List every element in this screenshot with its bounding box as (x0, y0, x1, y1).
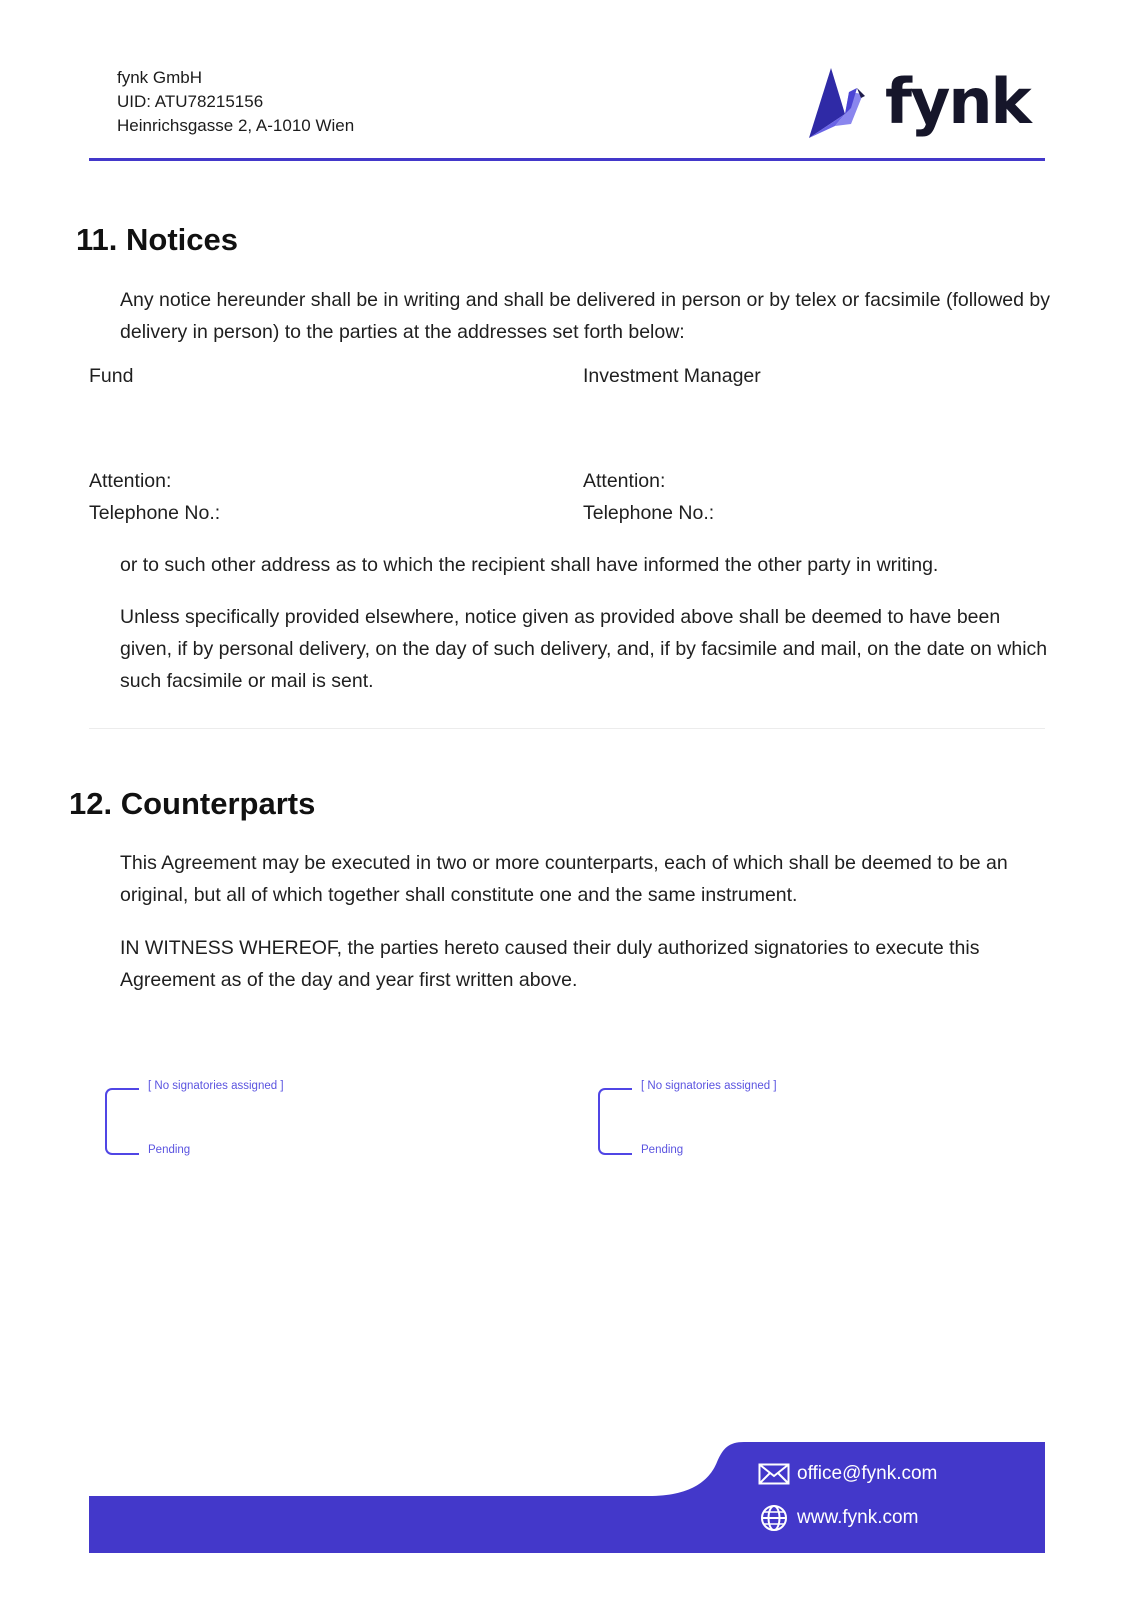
notices-intro: Any notice hereunder shall be in writing and shall be delivered in person or by telex or facsimile (followed by delivery in person) to the parties at the addresses set forth below: (120, 289, 1051, 343)
footer-website-text[interactable]: www.fynk.com (797, 1507, 919, 1528)
signature-status: Pending (641, 1144, 684, 1156)
signature-bracket (598, 1088, 632, 1155)
company-address: Heinrichsgasse 2, A-1010 Wien (117, 116, 355, 135)
bird-logo-icon (805, 64, 883, 144)
footer-band (89, 1442, 1045, 1553)
company-info (117, 66, 354, 138)
witness-paragraph: IN WITNESS WHEREOF, the parties hereto caused their duly authorized signatories to execute this Agreement as of the day and year first written above. (120, 937, 980, 991)
company-uid: UID: ATU78215156 (117, 92, 264, 111)
envelope-icon (757, 1460, 791, 1488)
signature-bracket (105, 1088, 139, 1155)
company-name: fynk GmbH (117, 68, 203, 87)
fund-attention-label: Attention: (89, 470, 172, 492)
section-12-title: 12. Counterparts (69, 786, 316, 821)
signatory-label: [ No signatories assigned ] (148, 1080, 284, 1092)
section-11-title: 11. Notices (76, 222, 238, 257)
notices-deemed-given: Unless specifically provided elsewhere, notice given as provided above shall be deemed to have been given, if by personal delivery, on the day of such delivery, and, if by facsimile and mail, on the date on which such facsimile or mail is sent. (120, 606, 1048, 692)
manager-attention-label: Attention: (583, 470, 666, 492)
section-divider (89, 728, 1045, 729)
signature-block-left[interactable] (105, 1080, 405, 1160)
footer-website[interactable] (757, 1504, 918, 1532)
counterparts-paragraph: This Agreement may be executed in two or more counterparts, each of which shall be deemed to be an original, but all of which together shall constitute one and the same instrument. (120, 852, 1008, 906)
notices-other-address: or to such other address as to which the recipient shall have informed the other party in writing. (120, 554, 939, 576)
signature-block-right[interactable] (598, 1080, 898, 1160)
party-investment-manager-label: Investment Manager (583, 365, 761, 387)
fund-telephone-label: Telephone No.: (89, 502, 221, 524)
globe-icon (757, 1504, 791, 1532)
footer-email-text[interactable]: office@fynk.com (797, 1463, 938, 1484)
header-divider (89, 158, 1045, 161)
signature-status: Pending (148, 1144, 191, 1156)
signatory-label: [ No signatories assigned ] (641, 1080, 777, 1092)
footer-email[interactable] (757, 1460, 937, 1488)
footer-shape (89, 1442, 1045, 1553)
party-fund-label: Fund (89, 365, 134, 387)
fynk-logo (805, 64, 1030, 144)
manager-telephone-label: Telephone No.: (583, 502, 715, 524)
logo-wordmark: fynk (885, 65, 1030, 138)
